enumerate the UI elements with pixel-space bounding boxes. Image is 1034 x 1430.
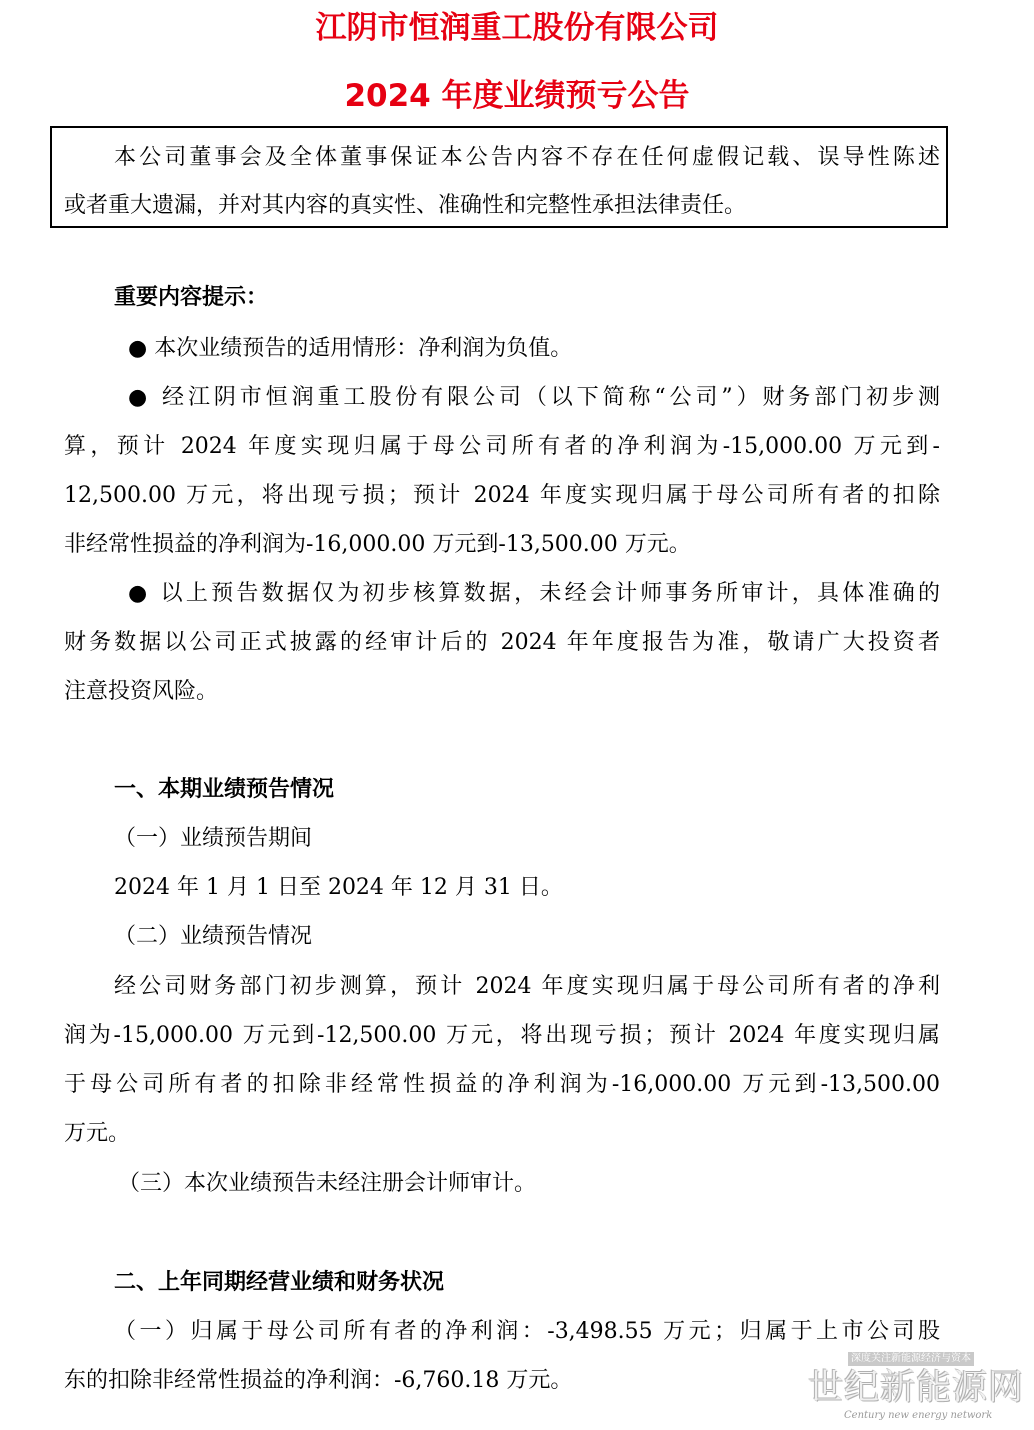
- highlight-bullet: ● 经江阴市恒润重工股份有限公司（以下简称“公司”）财务部门初步测: [128, 385, 940, 410]
- paragraph-line: 东的扣除非经常性损益的净利润：-6,760.18 万元。: [64, 1368, 573, 1393]
- highlight-bullet: ● 以上预告数据仅为初步核算数据，未经会计师事务所审计，具体准确的: [128, 581, 940, 606]
- highlights-heading: 重要内容提示：: [114, 285, 269, 310]
- paragraph-line: 12,500.00 万元，将出现亏损；预计 2024 年度实现归属于母公司所有者的扣除: [64, 483, 940, 508]
- watermark-subtitle: Century new energy network: [844, 1410, 993, 1421]
- section-heading: 一、本期业绩预告情况: [114, 777, 335, 802]
- paragraph-line: 经公司财务部门初步测算，预计 2024 年度实现归属于母公司所有者的净利: [114, 974, 940, 999]
- company-title: 江阴市恒润重工股份有限公司: [315, 10, 719, 46]
- watermark-tagline: 深度关注新能源经济与资本: [848, 1352, 974, 1366]
- paragraph-line: 万元。: [64, 1121, 131, 1146]
- paragraph-line: 非经常性损益的净利润为-16,000.00 万元到-13,500.00 万元。: [64, 532, 691, 557]
- paragraph-line: 注意投资风险。: [64, 679, 219, 704]
- paragraph-line: 算，预计 2024 年度实现归属于母公司所有者的净利润为-15,000.00 万元到-: [64, 434, 940, 459]
- highlight-bullet: ● 本次业绩预告的适用情形：净利润为负值。: [128, 336, 573, 361]
- paragraph-line: （一）归属于母公司所有者的净利润：-3,498.55 万元；归属于上市公司股: [114, 1319, 940, 1344]
- forecast-period: 2024 年 1 月 1 日至 2024 年 12 月 31 日。: [114, 875, 563, 900]
- subsection-heading: （三）本次业绩预告未经注册会计师审计。: [118, 1171, 537, 1196]
- paragraph-line: 润为-15,000.00 万元到-12,500.00 万元，将出现亏损；预计 2024 年度实现归属: [64, 1023, 940, 1048]
- paragraph-line: 财务数据以公司正式披露的经审计后的 2024 年年度报告为准，敬请广大投资者: [64, 630, 940, 655]
- section-heading: 二、上年同期经营业绩和财务状况: [114, 1270, 445, 1295]
- disclaimer-line: 或者重大遗漏，并对其内容的真实性、准确性和完整性承担法律责任。: [64, 193, 747, 218]
- paragraph-line: 于母公司所有者的扣除非经常性损益的净利润为-16,000.00 万元到-13,500.00: [64, 1072, 940, 1097]
- announcement-title: 2024 年度业绩预亏公告: [344, 78, 690, 114]
- watermark: [808, 1352, 1025, 1424]
- subsection-heading: （一）业绩预告期间: [114, 826, 313, 851]
- subsection-heading: （二）业绩预告情况: [114, 924, 313, 949]
- watermark-logo-text: 世纪新能源网: [808, 1368, 1025, 1408]
- disclaimer-line: 本公司董事会及全体董事保证本公告内容不存在任何虚假记载、误导性陈述: [114, 145, 940, 170]
